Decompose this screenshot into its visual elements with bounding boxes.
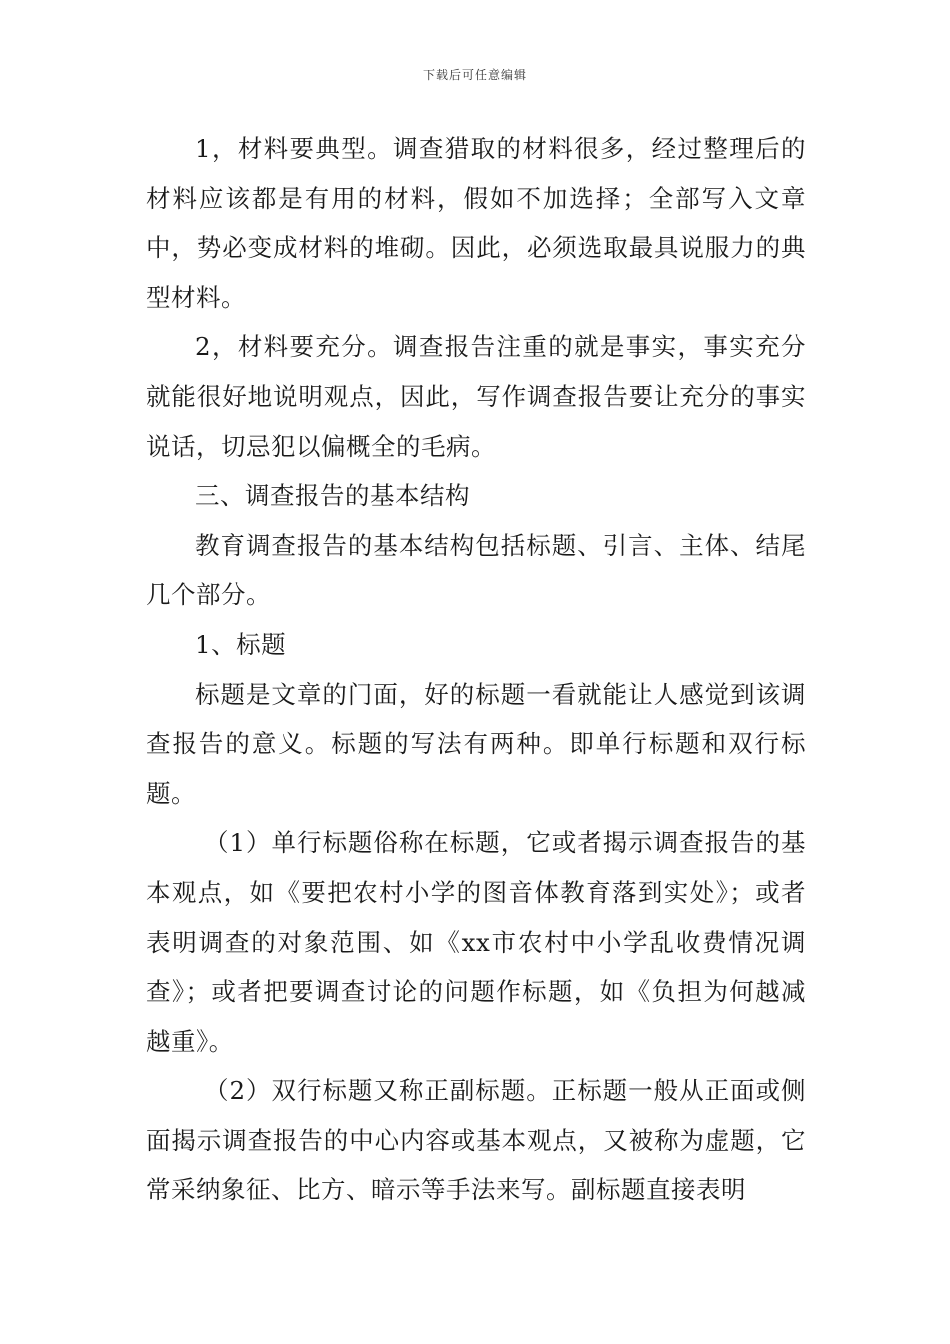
- paragraph-title-intro: 标题是文章的门面，好的标题一看就能让人感觉到该调查报告的意义。标题的写法有两种。即单行标题和双行标题。: [146, 679, 806, 808]
- paragraph-material-typical: 1，材料要典型。调查猎取的材料很多，经过整理后的材料应该都是有用的材料，假如不加选择；全部写入文章中，势必变成材料的堆砌。因此，必须选取最具说服力的典型材料。: [146, 134, 806, 312]
- document-body: [146, 124, 806, 1215]
- paragraph-single-line-title: （1）单行标题俗称在标题，它或者揭示调查报告的基本观点，如《要把农村小学的图音体教育落到实处》；或者表明调查的对象范围、如《xx市农村中小学乱收费情况调查》；或者把要调查讨论的问题作标题，如《负担为何越减越重》。: [146, 828, 806, 1056]
- section-heading-structure: 三、调查报告的基本结构: [195, 481, 470, 511]
- subheading-title: 1、标题: [195, 629, 287, 659]
- paragraph-structure-intro: 教育调查报告的基本结构包括标题、引言、主体、结尾几个部分。: [146, 530, 806, 610]
- page-header: 下载后可任意编辑: [422, 68, 527, 82]
- paragraph-double-line-title: （2）双行标题又称正副标题。正标题一般从正面或侧面揭示调查报告的中心内容或基本观点，又被称为虚题，它常采纳象征、比方、暗示等手法来写。副标题直接表明: [146, 1076, 806, 1205]
- paragraph-material-sufficient: 2，材料要充分。调查报告注重的就是事实，事实充分就能很好地说明观点，因此，写作调查报告要让充分的事实说话，切忌犯以偏概全的毛病。: [146, 332, 806, 461]
